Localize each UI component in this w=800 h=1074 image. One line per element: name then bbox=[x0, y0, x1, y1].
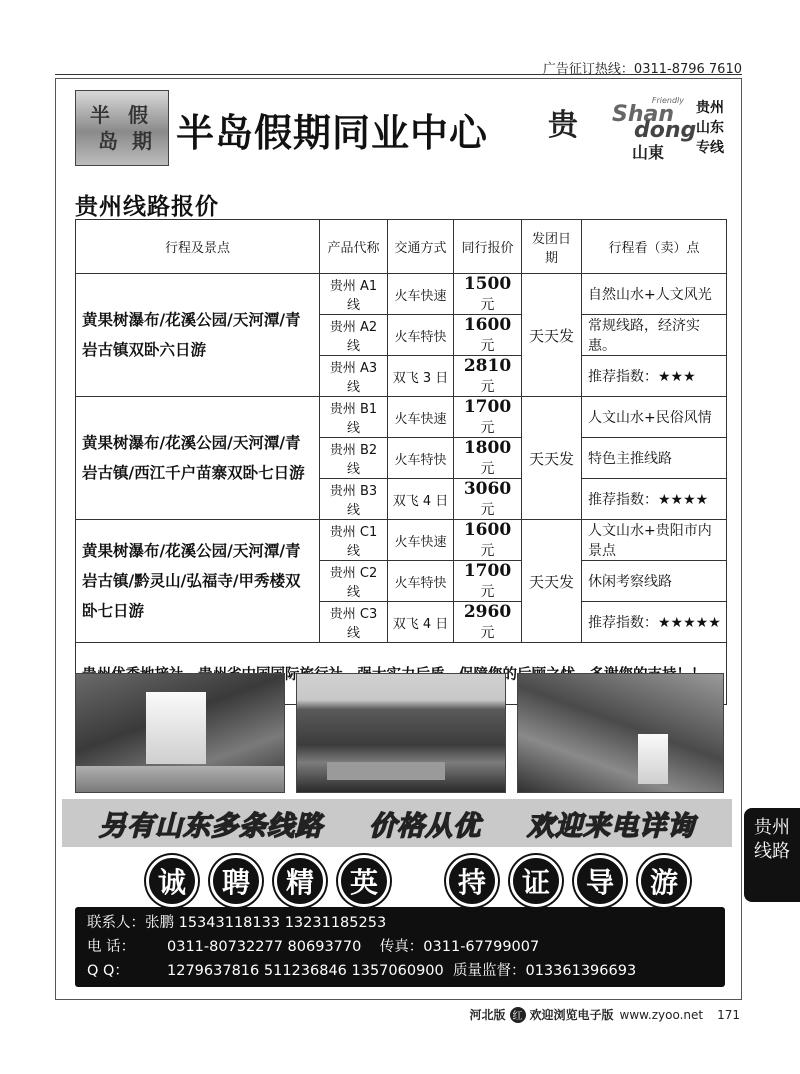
transport: 双飞 4 日 bbox=[388, 479, 454, 520]
transport: 火车特快 bbox=[388, 315, 454, 356]
selling-point: 推荐指数：★★★★ bbox=[582, 479, 727, 520]
fax-number: 0311-67799007 bbox=[423, 939, 540, 955]
waterfall-photo bbox=[75, 673, 285, 793]
recruit-char: 导 bbox=[574, 855, 626, 907]
price-cell bbox=[454, 315, 522, 356]
page-number: 171 bbox=[717, 1007, 740, 1022]
price-unit: 元 bbox=[480, 584, 495, 600]
qq-label: Q Q： bbox=[87, 963, 129, 979]
price-value: 2960 bbox=[463, 602, 512, 622]
supervise-number: 013361396693 bbox=[525, 963, 637, 979]
column-header: 交通方式 bbox=[388, 220, 454, 274]
column-header: 行程及景点 bbox=[76, 220, 320, 274]
price-unit: 元 bbox=[480, 502, 495, 518]
product-code: 贵州 B3 线 bbox=[320, 479, 388, 520]
banner-text: 另有山东多条线路 bbox=[99, 810, 323, 842]
side-tab-text: 线路 bbox=[754, 841, 790, 862]
product-code: 贵州 A1 线 bbox=[320, 274, 388, 315]
product-code: 贵州 C1 线 bbox=[320, 520, 388, 561]
product-code: 贵州 B2 线 bbox=[320, 438, 388, 479]
recruit-char: 证 bbox=[510, 855, 562, 907]
phone-label: 电 话： bbox=[87, 939, 136, 955]
sd-logo-dong: dong bbox=[634, 118, 697, 143]
price-cell bbox=[454, 520, 522, 561]
logo-char: 期 bbox=[132, 129, 152, 153]
selling-point: 常规线路，经济实惠。 bbox=[582, 315, 727, 356]
transport: 火车快速 bbox=[388, 274, 454, 315]
column-header: 发团日期 bbox=[522, 220, 582, 274]
fax-label: 传真： bbox=[379, 939, 424, 955]
product-code: 贵州 C3 线 bbox=[320, 602, 388, 643]
banner-text: 价格从优 bbox=[369, 810, 481, 842]
price-cell bbox=[454, 438, 522, 479]
price-unit: 元 bbox=[480, 338, 495, 354]
route-description: 黄果树瀑布/花溪公园/天河潭/青岩古镇/西江千户苗寨双卧七日游 bbox=[76, 397, 320, 520]
contact-box bbox=[75, 907, 725, 987]
product-code: 贵州 B1 线 bbox=[320, 397, 388, 438]
side-tab-text: 贵州 bbox=[754, 817, 790, 838]
product-code: 贵州 A3 线 bbox=[320, 356, 388, 397]
selling-point: 人文山水+贵阳市内景点 bbox=[582, 520, 727, 561]
price-unit: 元 bbox=[480, 379, 495, 395]
selling-point: 特色主推线路 bbox=[582, 438, 727, 479]
price-unit: 元 bbox=[480, 297, 495, 313]
selling-point: 推荐指数：★★★★★ bbox=[582, 602, 727, 643]
side-tab-guizhou bbox=[744, 808, 800, 902]
ebook-message: 欢迎浏览电子版 bbox=[529, 1008, 614, 1022]
price-cell bbox=[454, 479, 522, 520]
transport: 双飞 3 日 bbox=[388, 356, 454, 397]
departure-date: 天天发 bbox=[522, 397, 582, 520]
price-value: 1800 bbox=[463, 438, 512, 458]
transport: 火车特快 bbox=[388, 438, 454, 479]
price-value: 2810 bbox=[463, 356, 512, 376]
page-footer bbox=[470, 1006, 740, 1023]
sd-logo-friendly: Friendly bbox=[651, 96, 684, 105]
route-description: 黄果树瀑布/花溪公园/天河潭/青岩古镇双卧六日游 bbox=[76, 274, 320, 397]
recruit-char: 精 bbox=[274, 855, 326, 907]
transport: 火车快速 bbox=[388, 397, 454, 438]
edition-label: 河北版 bbox=[469, 1008, 506, 1022]
sd-logo-shan: Shan bbox=[612, 102, 675, 127]
price-value: 1600 bbox=[463, 520, 512, 540]
selling-point: 自然山水+人文风光 bbox=[582, 274, 727, 315]
contact-person-label: 联系人： bbox=[87, 915, 145, 931]
guizhou-logo-glyph: 贵 bbox=[548, 108, 578, 143]
selling-point: 人文山水+民俗风情 bbox=[582, 397, 727, 438]
departure-date: 天天发 bbox=[522, 274, 582, 397]
transport: 双飞 4 日 bbox=[388, 602, 454, 643]
table-header-row bbox=[76, 220, 727, 274]
price-value: 1500 bbox=[463, 274, 512, 294]
logo-char: 岛 bbox=[98, 129, 118, 153]
special-line-label bbox=[696, 98, 724, 158]
table-row bbox=[76, 520, 727, 561]
header-divider bbox=[55, 74, 742, 75]
canyon-photo bbox=[517, 673, 724, 793]
red-badge-icon: 红 bbox=[510, 1007, 526, 1023]
product-code: 贵州 C2 线 bbox=[320, 561, 388, 602]
transport: 火车特快 bbox=[388, 561, 454, 602]
transport: 火车快速 bbox=[388, 520, 454, 561]
column-header: 行程看（卖）点 bbox=[582, 220, 727, 274]
price-unit: 元 bbox=[480, 543, 495, 559]
recruit-char: 诚 bbox=[146, 855, 198, 907]
special-line-text: 专线 bbox=[696, 140, 724, 156]
price-unit: 元 bbox=[480, 461, 495, 477]
table-row bbox=[76, 397, 727, 438]
ad-hotline: 广告征订热线：0311-8796 7610 bbox=[542, 62, 742, 77]
recruit-char: 持 bbox=[446, 855, 498, 907]
route-description: 黄果树瀑布/花溪公园/天河潭/青岩古镇/黔灵山/弘福寺/甲秀楼双卧七日游 bbox=[76, 520, 320, 643]
shandong-logo bbox=[610, 96, 697, 162]
price-cell bbox=[454, 561, 522, 602]
logo-char: 半 bbox=[90, 103, 110, 127]
sd-logo-cn: 山東 bbox=[632, 143, 665, 162]
departure-date: 天天发 bbox=[522, 520, 582, 643]
contact-person-row bbox=[87, 911, 713, 935]
contact-phone-row bbox=[87, 935, 713, 959]
price-unit: 元 bbox=[480, 625, 495, 641]
price-cell bbox=[454, 397, 522, 438]
column-header: 同行报价 bbox=[454, 220, 522, 274]
price-value: 3060 bbox=[463, 479, 512, 499]
section-title: 贵州线路报价 bbox=[75, 194, 219, 220]
special-line-text: 山东 bbox=[696, 120, 724, 136]
contact-person: 张鹏 15343118133 13231185253 bbox=[145, 915, 387, 931]
logo-char: 假 bbox=[128, 103, 148, 127]
supervise-label: 质量监督： bbox=[452, 963, 526, 979]
recruit-char: 聘 bbox=[210, 855, 262, 907]
brand-logo-image bbox=[75, 90, 169, 166]
special-line-text: 贵州 bbox=[696, 100, 724, 116]
site-url: www.zyoo.net bbox=[619, 1007, 704, 1022]
guizhou-logo bbox=[542, 100, 602, 156]
phone-numbers: 0311-80732277 80693770 bbox=[167, 939, 362, 955]
column-header: 产品代称 bbox=[320, 220, 388, 274]
selling-point: 休闲考察线路 bbox=[582, 561, 727, 602]
product-code: 贵州 A2 线 bbox=[320, 315, 388, 356]
banner-text: 欢迎来电详询 bbox=[527, 810, 695, 842]
price-cell bbox=[454, 274, 522, 315]
recruit-char: 游 bbox=[638, 855, 690, 907]
price-value: 1600 bbox=[463, 315, 512, 335]
table-row bbox=[76, 274, 727, 315]
price-value: 1700 bbox=[463, 561, 512, 581]
price-value: 1700 bbox=[463, 397, 512, 417]
qq-numbers: 1279637816 511236846 1357060900 bbox=[167, 963, 444, 979]
contact-qq-row bbox=[87, 959, 713, 983]
recruit-banner bbox=[146, 855, 702, 907]
recruit-char: 英 bbox=[338, 855, 390, 907]
price-unit: 元 bbox=[480, 420, 495, 436]
price-table bbox=[75, 219, 727, 705]
brand-title: 半岛假期同业中心 bbox=[176, 110, 489, 155]
promo-banner bbox=[62, 799, 732, 847]
price-cell bbox=[454, 602, 522, 643]
selling-point: 推荐指数：★★★ bbox=[582, 356, 727, 397]
price-cell bbox=[454, 356, 522, 397]
lake-landscape-photo bbox=[296, 673, 506, 793]
